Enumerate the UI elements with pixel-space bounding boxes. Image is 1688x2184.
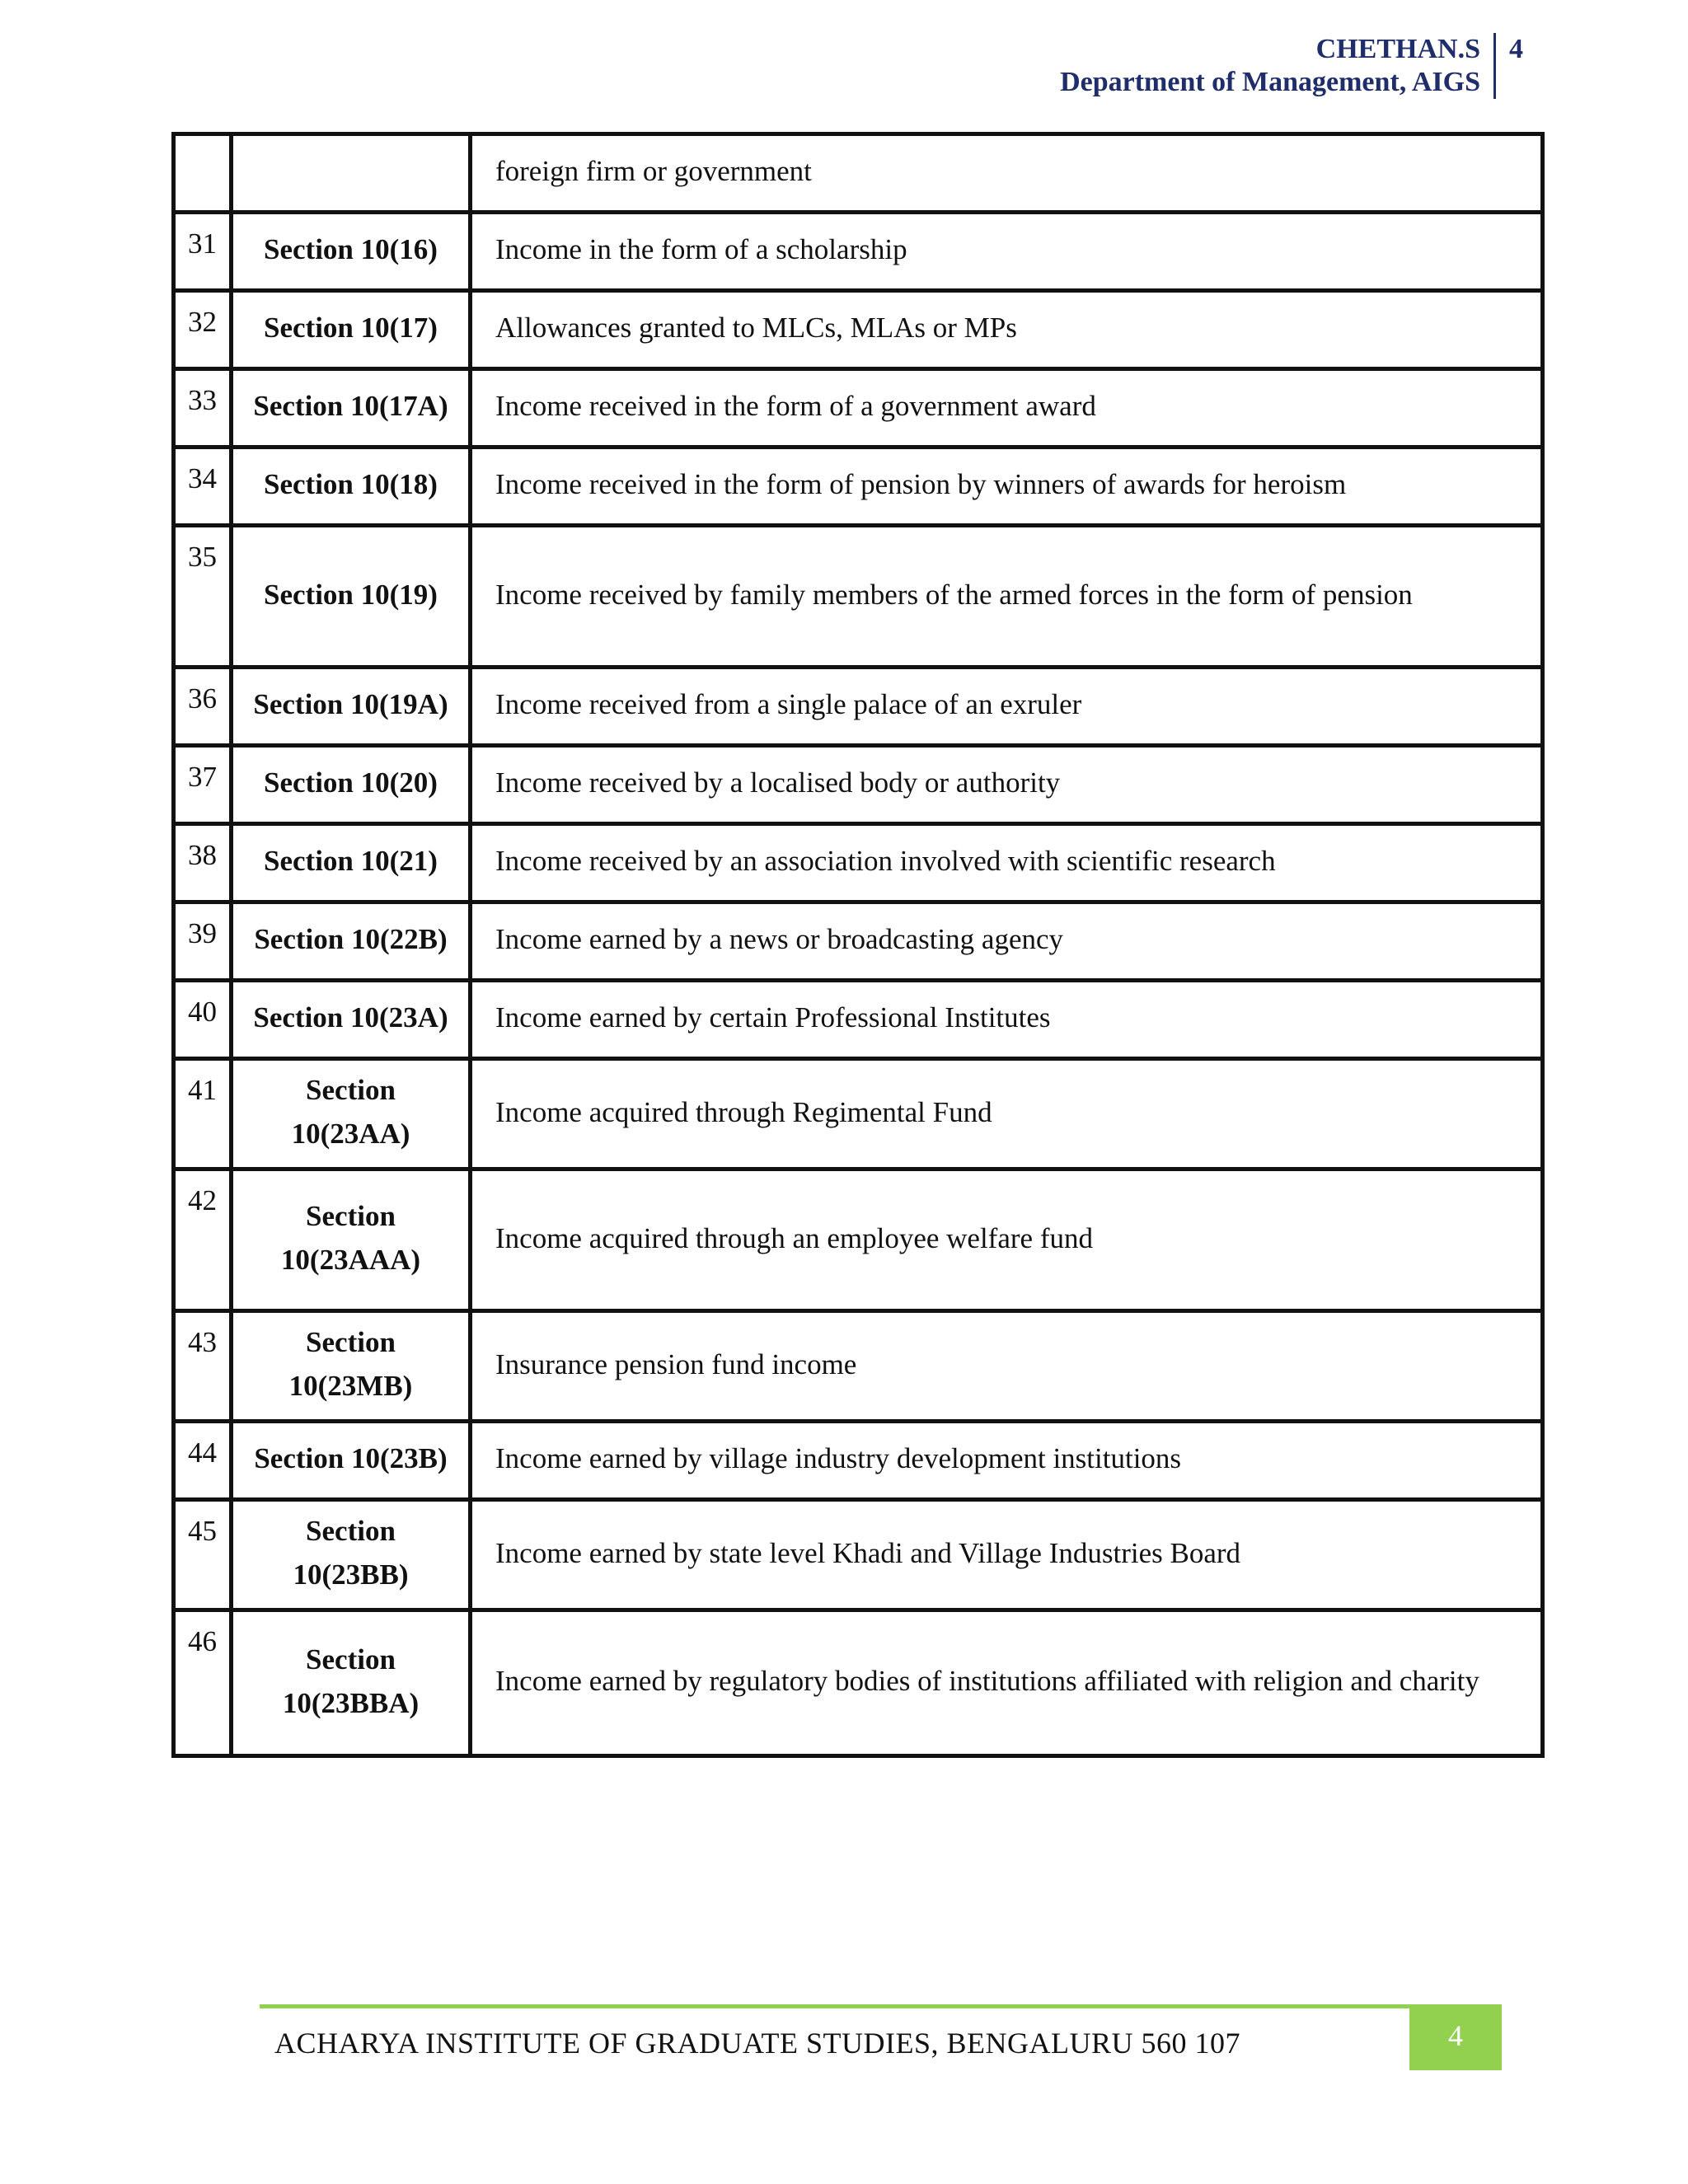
table-row	[176, 449, 1540, 527]
description-cell: Income acquired through an employee welfare fund	[472, 1171, 1540, 1313]
section-cell: Section 10(23MB)	[233, 1313, 472, 1423]
description-cell: Income received by an association involved with scientific research	[472, 826, 1540, 904]
row-number-cell: 31	[176, 214, 233, 293]
description-cell: Income earned by village industry development institutions	[472, 1423, 1540, 1502]
section-cell: Section 10(22B)	[233, 904, 472, 982]
table-row	[176, 1502, 1540, 1612]
table-row	[176, 136, 1540, 214]
row-number-cell	[176, 136, 233, 214]
table-row	[176, 214, 1540, 293]
row-number-cell: 42	[176, 1171, 233, 1313]
footer-page-number: 4	[1409, 2004, 1502, 2070]
footer-institution: ACHARYA INSTITUTE OF GRADUATE STUDIES, BENGALURU 560 107	[274, 2027, 1241, 2060]
exemptions-table	[171, 132, 1545, 1758]
page-header	[1060, 33, 1523, 99]
table-row	[176, 1423, 1540, 1502]
section-cell: Section 10(19A)	[233, 669, 472, 748]
row-number-cell: 46	[176, 1612, 233, 1754]
description-cell: Income received in the form of pension by winners of awards for heroism	[472, 449, 1540, 527]
table-row	[176, 371, 1540, 449]
description-cell: Allowances granted to MLCs, MLAs or MPs	[472, 293, 1540, 371]
row-number-cell: 33	[176, 371, 233, 449]
table-row	[176, 293, 1540, 371]
section-cell: Section 10(20)	[233, 748, 472, 826]
table-row	[176, 982, 1540, 1061]
description-cell: Income acquired through Regimental Fund	[472, 1061, 1540, 1171]
description-cell: Income earned by certain Professional Institutes	[472, 982, 1540, 1061]
section-cell: Section 10(21)	[233, 826, 472, 904]
section-cell: Section 10(18)	[233, 449, 472, 527]
table-row	[176, 1612, 1540, 1754]
row-number-cell: 38	[176, 826, 233, 904]
row-number-cell: 43	[176, 1313, 233, 1423]
header-author: CHETHAN.S	[1315, 34, 1480, 64]
row-number-cell: 35	[176, 527, 233, 669]
section-cell: Section 10(19)	[233, 527, 472, 669]
section-cell	[233, 136, 472, 214]
section-cell: Section 10(17)	[233, 293, 472, 371]
header-text-block	[1060, 33, 1496, 99]
description-cell: Income earned by state level Khadi and Village Industries Board	[472, 1502, 1540, 1612]
footer-divider	[260, 2004, 1409, 2008]
header-department: Department of Management, AIGS	[1060, 67, 1480, 97]
table-row	[176, 1171, 1540, 1313]
description-cell: Income received in the form of a government award	[472, 371, 1540, 449]
row-number-cell: 45	[176, 1502, 233, 1612]
row-number-cell: 34	[176, 449, 233, 527]
description-cell: Income received from a single palace of an exruler	[472, 669, 1540, 748]
description-cell: Income in the form of a scholarship	[472, 214, 1540, 293]
table-row	[176, 1061, 1540, 1171]
exemptions-table-container	[171, 132, 1545, 1758]
table-row	[176, 904, 1540, 982]
header-page-number: 4	[1509, 34, 1523, 64]
section-cell: Section 10(17A)	[233, 371, 472, 449]
exemptions-table-body	[176, 136, 1540, 1754]
row-number-cell: 44	[176, 1423, 233, 1502]
description-cell: Income received by a localised body or authority	[472, 748, 1540, 826]
description-cell: Income earned by regulatory bodies of institutions affiliated with religion and charity	[495, 1665, 1479, 1697]
section-cell: Section 10(23AA)	[233, 1061, 472, 1171]
row-number-cell: 39	[176, 904, 233, 982]
table-row	[176, 826, 1540, 904]
section-cell: Section 10(23AAA)	[233, 1171, 472, 1313]
row-number-cell: 40	[176, 982, 233, 1061]
section-cell: Section 10(16)	[233, 214, 472, 293]
row-number-cell: 32	[176, 293, 233, 371]
description-cell: Insurance pension fund income	[472, 1313, 1540, 1423]
section-cell: Section 10(23A)	[233, 982, 472, 1061]
table-row	[176, 527, 1540, 669]
description-cell: Income received by family members of the armed forces in the form of pension	[472, 527, 1540, 669]
description-cell: Income earned by a news or broadcasting agency	[472, 904, 1540, 982]
row-number-cell: 37	[176, 748, 233, 826]
section-cell: Section 10(23BBA)	[233, 1612, 472, 1754]
table-row	[176, 1313, 1540, 1423]
table-row	[176, 748, 1540, 826]
description-cell: foreign firm or government	[472, 136, 1540, 214]
section-cell: Section 10(23BB)	[233, 1502, 472, 1612]
table-row	[176, 669, 1540, 748]
row-number-cell: 36	[176, 669, 233, 748]
row-number-cell: 41	[176, 1061, 233, 1171]
section-cell: Section 10(23B)	[233, 1423, 472, 1502]
